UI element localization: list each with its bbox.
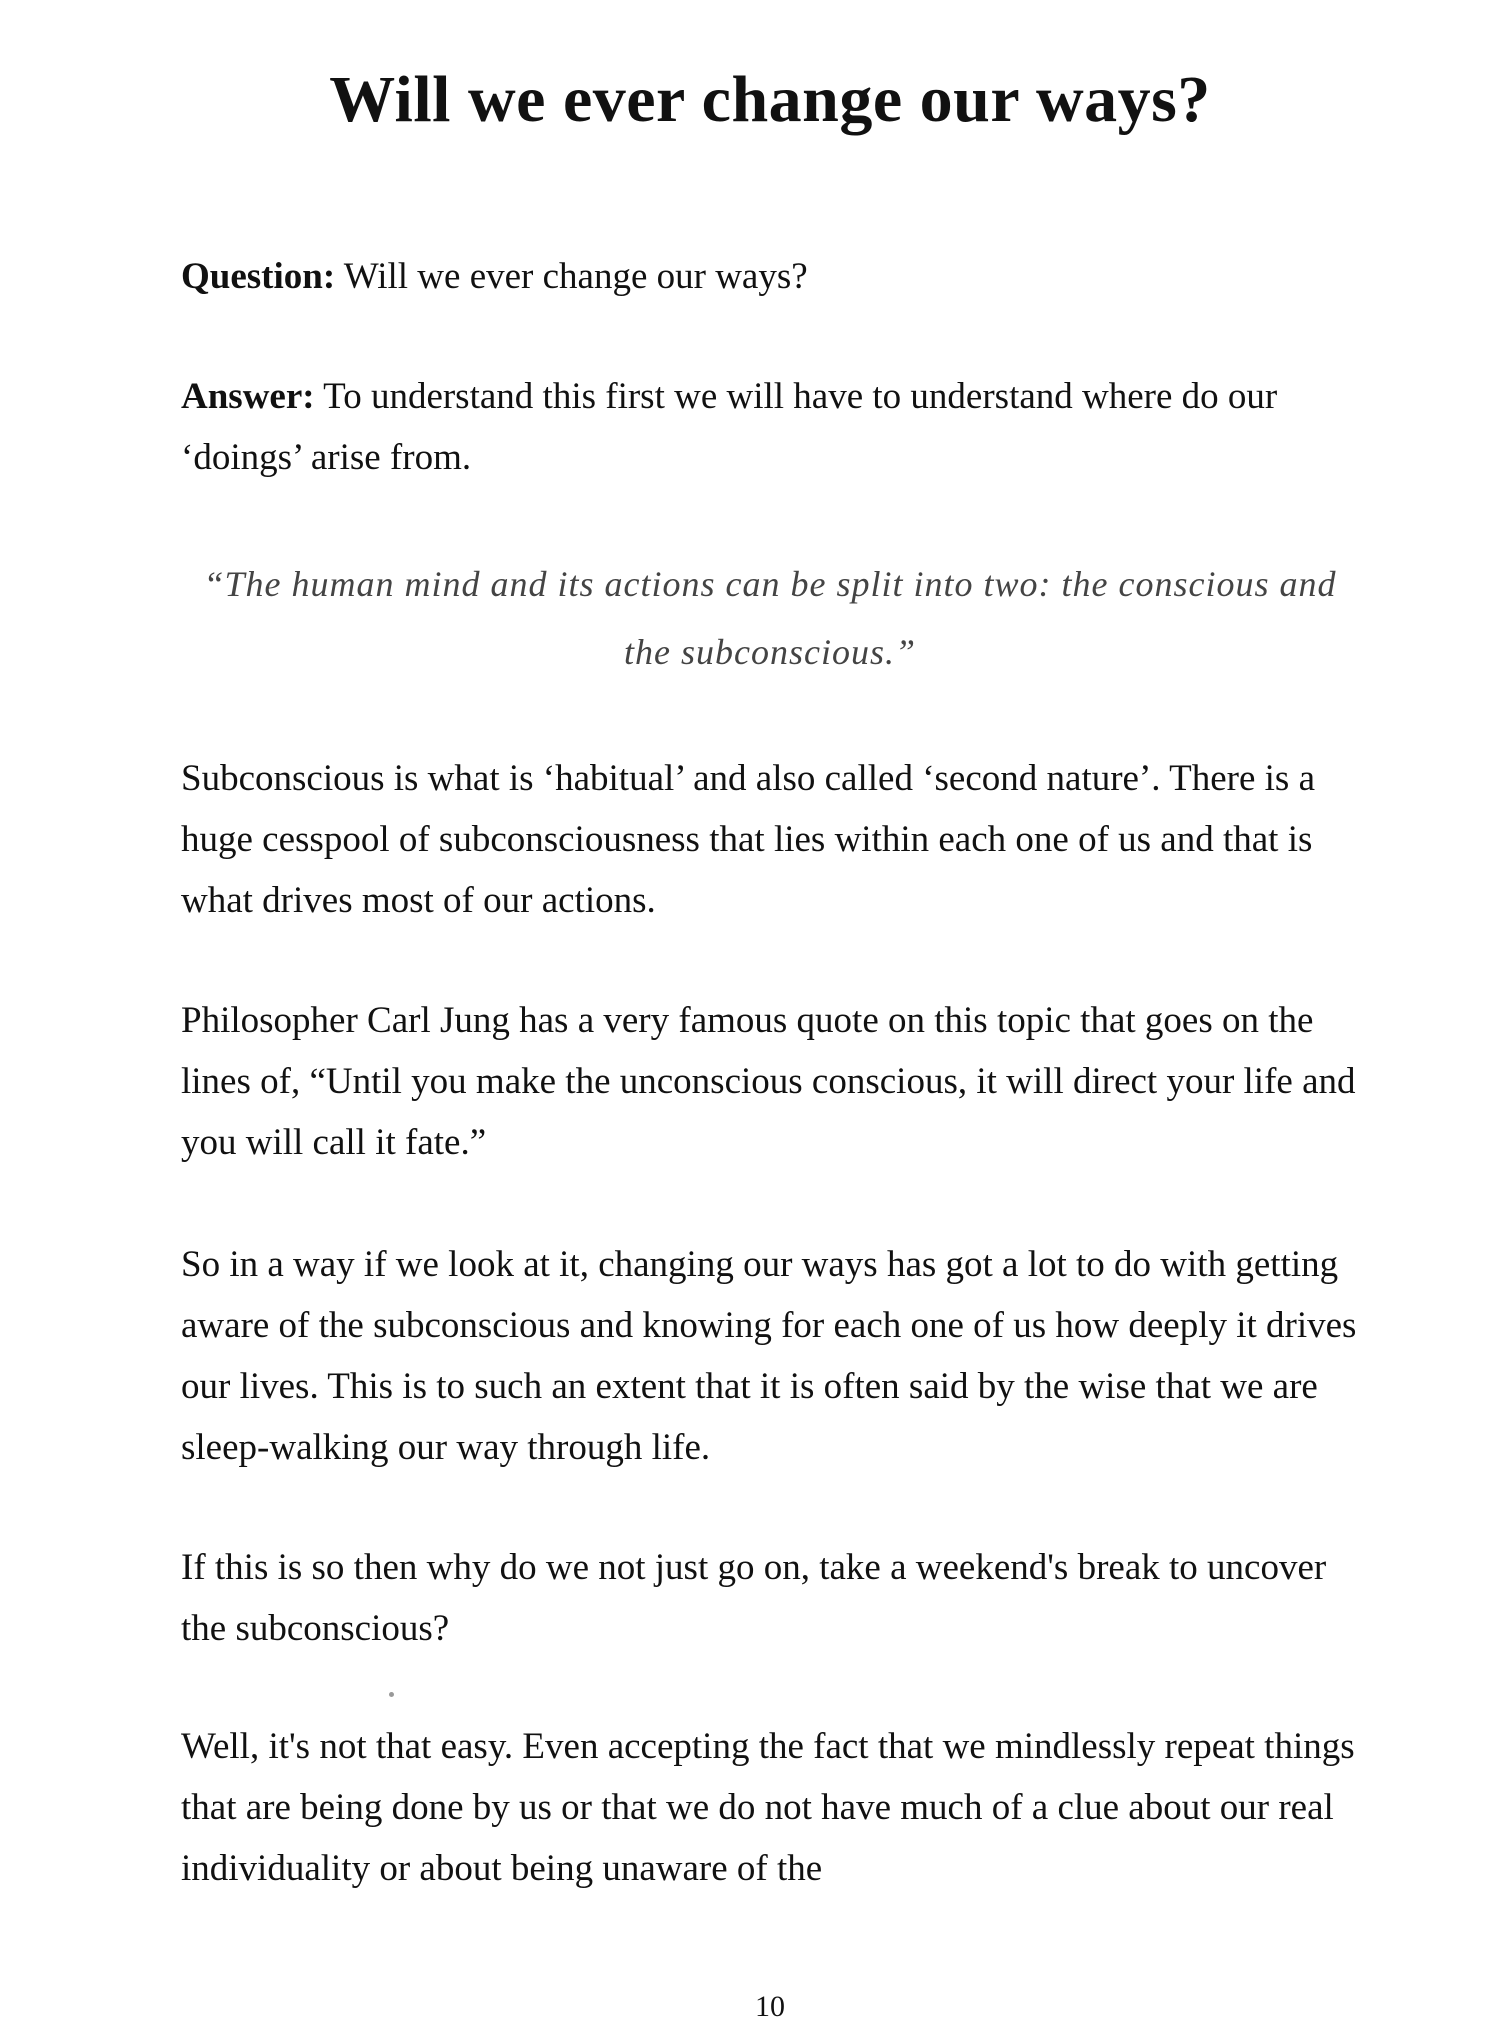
body-paragraph: Subconscious is what is ‘habitual’ and also called ‘second nature’. There is a huge cesspool of subconsciousness that lies within each one of us and that is what drives most of our actions.: [181, 758, 1315, 921]
question-paragraph: [181, 246, 1361, 307]
body-paragraph: If this is so then why do we not just go on, take a weekend's break to uncover the subconscious?: [181, 1547, 1327, 1649]
body-paragraph: Well, it's not that easy. Even accepting the fact that we mindlessly repeat things that are being done by us or that we do not have much of a clue about our real individuality or about being unaware of the: [181, 1726, 1355, 1889]
pull-quote: “The human mind and its actions can be split into two: the conscious and the subconscious.”: [203, 564, 1337, 672]
question-label: Question:: [181, 256, 336, 297]
question-text: Will we ever change our ways?: [335, 256, 808, 297]
page-number: 10: [755, 1990, 785, 2023]
scan-speck: [389, 1692, 394, 1697]
body-paragraph: Philosopher Carl Jung has a very famous quote on this topic that goes on the lines of, “Until you make the unconscious conscious, it will direct your life and you will call it fate.”: [181, 1000, 1356, 1163]
answer-paragraph: [181, 366, 1361, 488]
answer-text: To understand this first we will have to understand where do our ‘doings’ arise from.: [181, 376, 1278, 478]
body-paragraph: So in a way if we look at it, changing our ways has got a lot to do with getting aware of the subconscious and knowing for each one of us how deeply it drives our lives. This is to such an extent that it is often said by the wise that we are sleep-walking our way through life.: [181, 1244, 1357, 1468]
page-title: Will we ever change our ways?: [329, 63, 1211, 136]
answer-label: Answer:: [181, 376, 315, 417]
